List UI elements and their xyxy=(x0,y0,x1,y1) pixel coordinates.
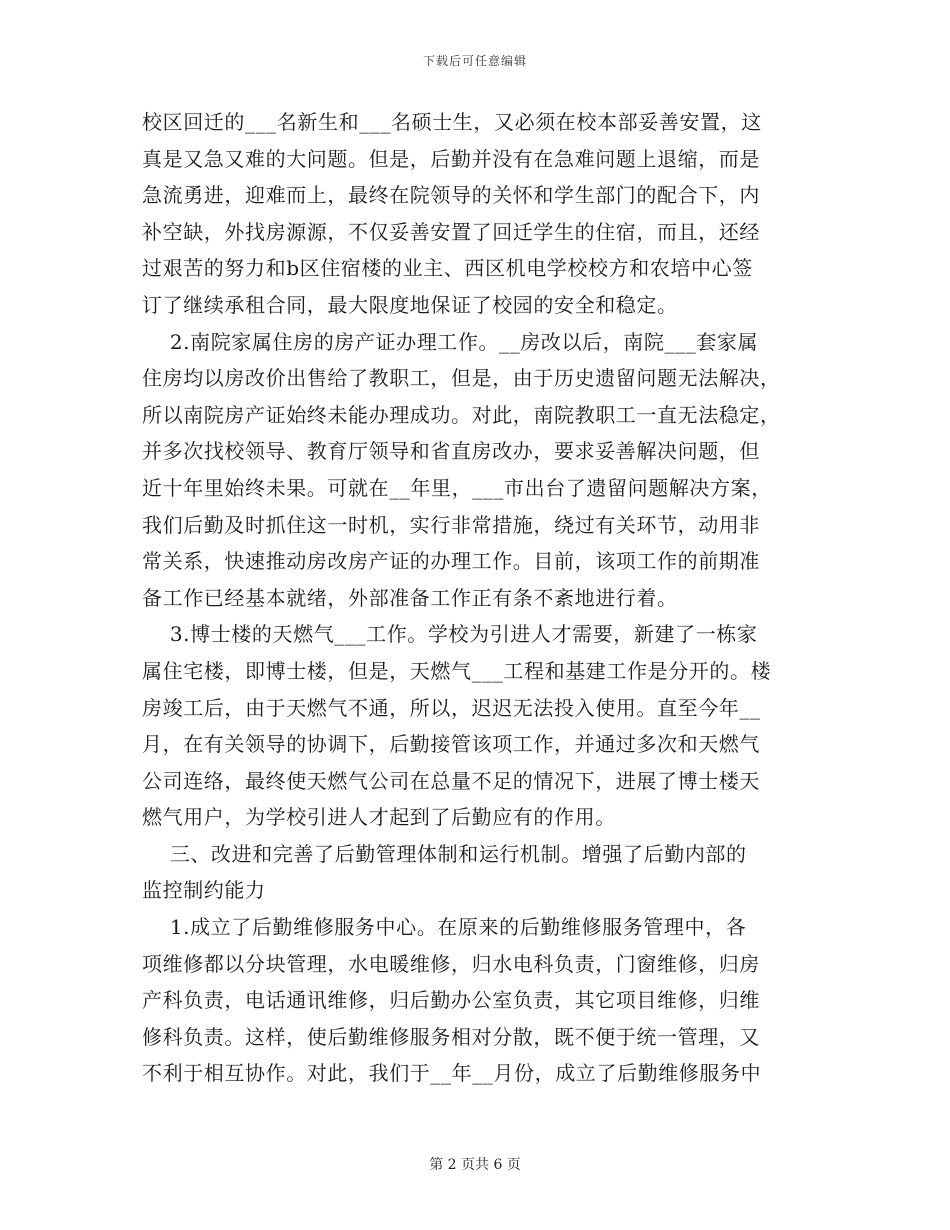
text-line: 补空缺，外找房源源，不仅妥善安置了回迁学生的住宿，而且，还经 xyxy=(142,219,760,244)
text-line: 住房均以房改价出售给了教职工，但是，由于历史遗留问题无法解决， xyxy=(142,366,781,391)
text-line: 订了继续承租合同，最大限度地保证了校园的安全和稳定。 xyxy=(142,292,678,317)
text-line: 修科负责。这样，使后勤维修服务相对分散，既不便于统一管理，又 xyxy=(142,1024,760,1049)
text-line: 并多次找校领导、教育厅领导和省直房改办，要求妥善解决问题，但 xyxy=(142,439,760,464)
text-line: 备工作已经基本就绪，外部准备工作正有条不紊地进行着。 xyxy=(142,585,678,610)
text-line: 常关系，快速推动房改房产证的办理工作。目前，该项工作的前期准 xyxy=(142,549,760,574)
text-line: 过艰苦的努力和b区住宿楼的业主、西区机电学校校方和农培中心签 xyxy=(142,256,753,281)
text-line: 属住宅楼，即博士楼，但是，天燃气___工程和基建工作是分开的。楼 xyxy=(142,658,772,683)
text-line: 监控制约能力 xyxy=(142,878,266,903)
text-line: 所以南院房产证始终未能办理成功。对此，南院教职工一直无法稳定， xyxy=(142,402,781,427)
text-line: 项维修都以分块管理，水电暖维修，归水电科负责，门窗维修，归房 xyxy=(142,951,760,976)
text-line: 房竣工后，由于天燃气不通，所以，迟迟无法投入使用。直至今年__ xyxy=(142,695,761,720)
text-line: 我们后勤及时抓住这一时机，实行非常措施，绕过有关环节，动用非 xyxy=(142,512,760,537)
text-line: 三、改进和完善了后勤管理体制和运行机制。增强了后勤内部的 xyxy=(142,841,747,866)
text-line: 燃气用户，为学校引进人才起到了后勤应有的作用。 xyxy=(142,805,616,830)
text-line: 真是又急又难的大问题。但是，后勤并没有在急难问题上退缩，而是 xyxy=(142,146,760,171)
text-line: 近十年里始终未果。可就在__年里，___市出台了遗留问题解决方案， xyxy=(142,475,772,500)
text-line: 公司连络，最终使天燃气公司在总量不足的情况下，进展了博士楼天 xyxy=(142,768,760,793)
page-header: 下载后可任意编辑 xyxy=(422,54,527,68)
text-line: 校区回迁的___名新生和___名硕士生，又必须在校本部妥善安置，这 xyxy=(142,110,762,134)
text-line: 3.博士楼的天燃气___工作。学校为引进人才需要，新建了一栋家 xyxy=(142,622,758,647)
text-line: 1.成立了后勤维修服务中心。在原来的后勤维修服务管理中，各 xyxy=(142,915,747,940)
document-body xyxy=(142,104,805,1092)
text-line: 急流勇进，迎难而上，最终在院领导的关怀和学生部门的配合下，内 xyxy=(142,183,760,208)
text-line: 2.南院家属住房的房产证办理工作。__房改以后，南院___套家属 xyxy=(142,329,759,354)
page-number-footer: 第 2 页共 6 页 xyxy=(429,1157,521,1173)
text-line: 月，在有关领导的协调下，后勤接管该项工作，并通过多次和天燃气 xyxy=(142,732,760,757)
text-line: 产科负责，电话通讯维修，归后勤办公室负责，其它项目维修，归维 xyxy=(142,988,760,1013)
text-line: 不利于相互协作。对此，我们于__年__月份，成立了后勤维修服务中 xyxy=(142,1061,762,1086)
